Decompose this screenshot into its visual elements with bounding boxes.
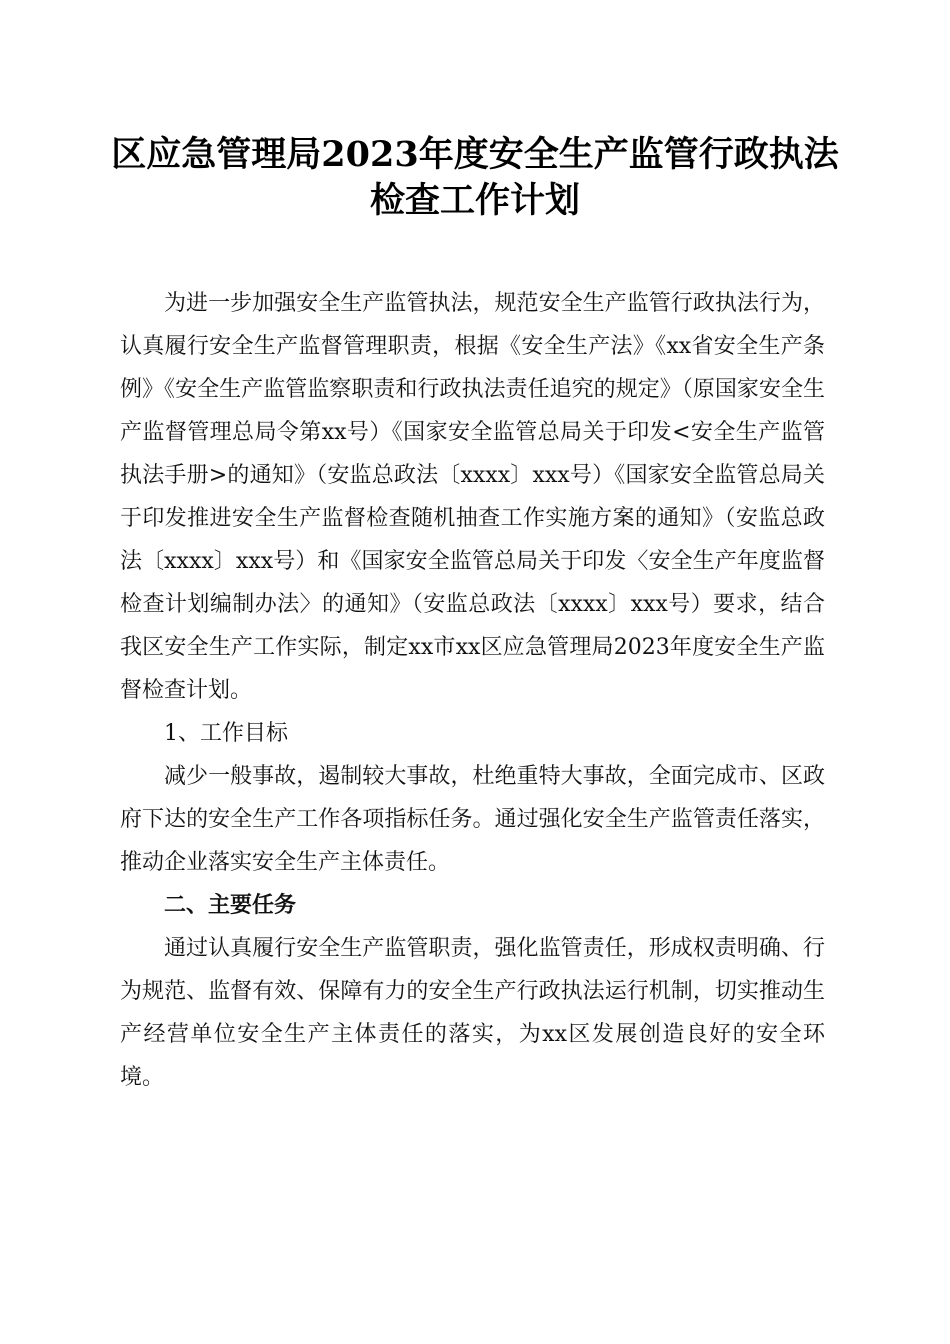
- intro-paragraph: 为进一步加强安全生产监管执法，规范安全生产监管行政执法行为，认真履行安全生产监督管理职责，根据《安全生产法》《xx省安全生产条例》《安全生产监管监察职责和行政执法责任追究的规定》（原国家安全生产监督管理总局令第xx号）《国家安全监管总局关于印发<安全生产监管执法手册>的通知》（安监总政法〔xxxx〕xxx号）《国家安全监管总局关于印发推进安全生产监督检查随机抽查工作实施方案的通知》（安监总政法〔xxxx〕xxx号）和《国家安全监管总局关于印发〈安全生产年度监督检查计划编制办法〉的通知》（安监总政法〔xxxx〕xxx号）要求，结合我区安全生产工作实际，制定xx市xx区应急管理局2023年度安全生产监督检查计划。: [120, 291, 825, 703]
- section-heading-goals: 1、工作目标: [164, 721, 288, 746]
- document-title: 区应急管理局2023年度安全生产监管行政执法检查工作计划: [111, 134, 839, 221]
- section-heading-tasks: 二、主要任务: [164, 893, 297, 918]
- goals-paragraph: 减少一般事故，遏制较大事故，杜绝重特大事故，全面完成市、区政府下达的安全生产工作各项指标任务。通过强化安全生产监管责任落实，推动企业落实安全生产主体责任。: [120, 764, 825, 875]
- tasks-paragraph: 通过认真履行安全生产监管职责，强化监管责任，形成权责明确、行为规范、监督有效、保障有力的安全生产行政执法运行机制，切实推动生产经营单位安全生产主体责任的落实，为xx区发展创造良好的安全环境。: [120, 936, 825, 1090]
- document-body: [120, 282, 825, 1099]
